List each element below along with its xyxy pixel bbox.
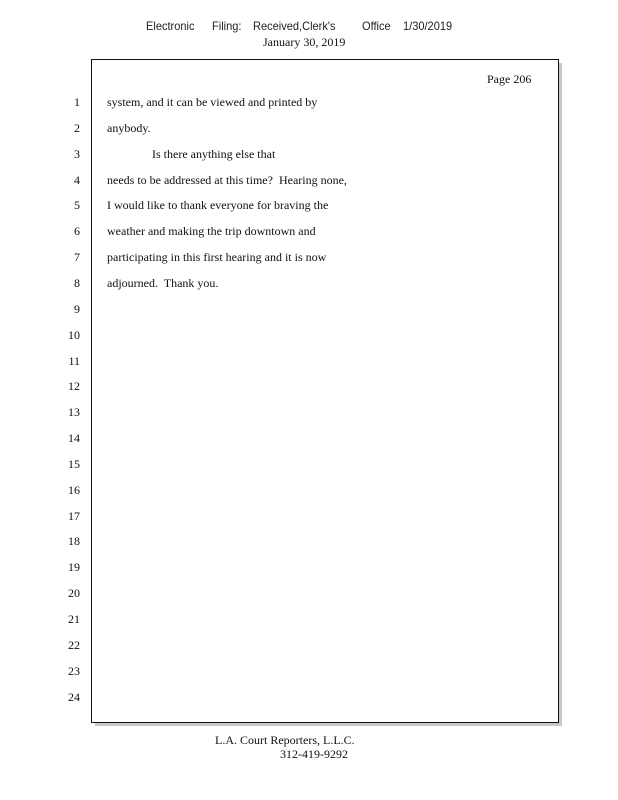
transcript-line: adjourned. Thank you. — [107, 276, 219, 290]
line-number: 22 — [68, 638, 80, 652]
line-number: 17 — [68, 509, 80, 523]
line-number: 15 — [68, 457, 80, 471]
line-number: 20 — [68, 586, 80, 600]
stamp-word-received: Received,Clerk's — [253, 19, 336, 33]
line-number: 21 — [68, 612, 80, 626]
line-number: 16 — [68, 483, 80, 497]
line-number: 5 — [74, 198, 80, 212]
transcript-line: needs to be addressed at this time? Hearing none, — [107, 173, 347, 187]
stamp-date: 1/30/2019 — [403, 19, 453, 33]
line-number: 12 — [68, 379, 80, 393]
line-number: 2 — [74, 121, 80, 135]
footer-phone: 312-419-9292 — [280, 747, 348, 761]
transcript-line: I would like to thank everyone for braving the — [107, 198, 329, 212]
transcript-line: system, and it can be viewed and printed by — [107, 95, 318, 109]
line-number: 7 — [74, 250, 80, 264]
footer-court-reporter: L.A. Court Reporters, L.L.C. — [215, 733, 355, 747]
transcript-line: weather and making the trip downtown and — [107, 224, 316, 238]
stamp-word-filing: Filing: — [212, 19, 242, 33]
hearing-date: January 30, 2019 — [263, 35, 346, 49]
efiling-stamp — [0, 19, 618, 35]
stamp-word-office: Office — [362, 19, 391, 33]
line-number: 19 — [68, 560, 80, 574]
page-number: Page 206 — [487, 72, 532, 86]
line-number: 23 — [68, 664, 80, 678]
line-number: 18 — [68, 534, 80, 548]
line-number: 6 — [74, 224, 80, 238]
line-number: 4 — [74, 173, 80, 187]
stamp-word-electronic: Electronic — [146, 19, 195, 33]
line-number: 1 — [74, 95, 80, 109]
line-number: 13 — [68, 405, 80, 419]
line-number: 11 — [68, 354, 80, 368]
line-number: 3 — [74, 147, 80, 161]
transcript-line: Is there anything else that — [107, 147, 276, 161]
line-number: 14 — [68, 431, 80, 445]
line-number: 10 — [68, 328, 80, 342]
line-number: 24 — [68, 690, 80, 704]
line-number: 9 — [74, 302, 80, 316]
transcript-line: participating in this first hearing and it is now — [107, 250, 327, 264]
transcript-line: anybody. — [107, 121, 151, 135]
line-number: 8 — [74, 276, 80, 290]
